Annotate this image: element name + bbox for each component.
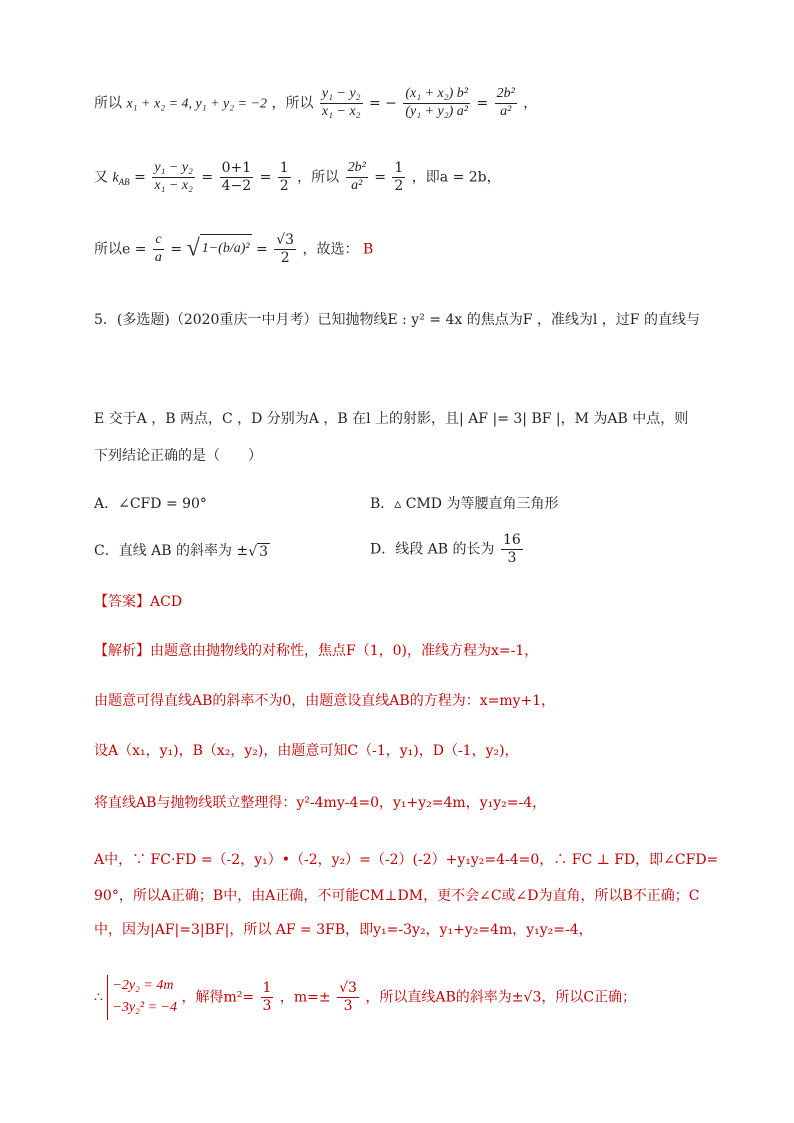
text: ，所以 [271,95,314,112]
denominator: 2 [280,249,290,266]
analysis-label: 【解析】 [94,643,150,659]
option-d [370,532,525,567]
radicand: 3 [259,543,269,560]
denominator: 3 [343,997,353,1014]
denominator: 4−2 [221,177,252,194]
fraction [278,160,291,195]
text: ，故选： [302,241,359,258]
equation: x₁ + x₂ = 4, y₁ + y₂ = −2 [126,96,268,112]
option-a: A．∠CFD = 90° [94,496,207,512]
text: D．线段 AB 的长为 [370,541,495,558]
numerator: 16 [502,532,521,548]
text: ，所以 [297,169,340,186]
text: ， [523,95,538,112]
fraction [495,86,517,121]
numerator: c [153,232,164,250]
text: 所以e = [94,241,147,258]
analysis-line-1 [94,643,538,660]
numerator: 1 [279,160,289,176]
question-line-1: 5．(多选题)（2020重庆一中月考）已知抛物线E : y² = 4x 的焦点为F ，准线为l ，过F 的直线与 [94,312,700,328]
selected-answer: B [362,241,374,258]
denominator: (y₁ + y₂) a² [405,103,468,119]
denominator: x₁ − x₂ [154,177,193,193]
analysis-line-4: 将直线AB与抛物线联立整理得：y²-4my-4=0，y₁+y₂=4m，y₁y₂=-4， [94,795,547,811]
denominator: x₁ − x₂ [321,103,361,119]
denominator: 2 [279,177,289,194]
solution-line-3: 所以e = $\frac{c}{a}$ = √ 1−(b/a)² = $\frac{√3}{2}$ ，故选： B [94,232,374,266]
fraction [320,86,363,121]
text: 又 [94,169,108,186]
fraction [403,86,470,121]
numerator: √3 [339,980,357,997]
numerator: y₁ − y₂ [152,160,195,178]
analysis-line-6: 90°，所以A正确；B中，由A正确，不可能CM⊥DM，更不会∠C或∠D为直角，所以B不正确；C [94,888,700,904]
denominator: a [154,249,162,265]
denominator: 3 [507,549,517,566]
numerator: 1 [262,980,272,997]
text: 所以 [94,95,122,112]
analysis-line-7: 中，因为|AF|=3|BF|，所以 AF = 3FB，即y₁=-3y₂，y₁+y₂=4m，y₁y₂=-4， [94,922,593,938]
question-line-2: E 交于A ，B 两点，C ，D 分别为A ，B 在l 上的射影，且| AF |= 3| BF |，M 为AB 中点，则 [94,411,689,427]
fraction [220,160,254,195]
text: ，m=± [279,989,331,1006]
fraction [152,160,195,195]
radicand: 1−(b/a)² [200,234,252,264]
numerator: 2b² [495,86,517,104]
fraction [346,160,368,195]
numerator: 1 [394,160,404,176]
numerator: 2b² [346,160,368,178]
analysis-line-2: 由题意可得直线AB的斜率不为0，由题意设直线AB的方程为：x=my+1， [94,693,556,709]
fraction [274,232,296,267]
numerator: 0+1 [221,160,252,176]
symbol: k [112,170,119,186]
text: ，所以直线AB的斜率为±√3，所以C正确； [365,989,637,1006]
denominator: a² [500,103,512,119]
question-line-3: 下列结论正确的是（ ） [94,448,262,464]
equation: −3y₂² = −4 [112,1000,177,1016]
option-b: B．▵ CMD 为等腰直角三角形 [370,496,559,512]
denominator: 3 [262,997,272,1014]
numerator: √3 [276,232,295,248]
text: = − [368,95,397,112]
option-c [94,540,270,560]
equation-system [107,975,177,1020]
analysis-line-5: A中，∵ FC·FD =（-2，y₁）•（-2，y₂）=（-2）(-2）+y₁y₂=4-4=0，∴ FC ⊥ FD，即∠CFD= [94,852,719,868]
numerator: y₁ − y₂ [320,86,363,104]
text: C．直线 AB 的斜率为 ± [94,543,249,559]
text: 由题意由抛物线的对称性，焦点F（1，0)，准线方程为x=-1， [150,643,539,659]
denominator: 2 [394,177,404,194]
sqrt-expression: √ 1−(b/a)² [187,234,252,264]
answer-label: 【答案】ACD [94,594,183,610]
denominator: a² [351,177,363,193]
fraction [392,160,405,195]
subscript: AB [118,177,130,188]
fraction [261,980,274,1015]
analysis-line-8 [94,975,636,1020]
equation: −2y₂ = 4m [112,978,174,993]
therefore-symbol: ∴ [94,989,103,1006]
fraction [337,980,359,1015]
numerator: (x₁ + x₂) b² [403,86,470,104]
fraction [153,232,164,267]
text: = [476,95,489,112]
text: ，解得m²= [181,989,255,1006]
solution-line-1 [94,86,537,121]
sqrt-expression: √ 3 [248,543,269,560]
analysis-line-3: 设A（x₁，y₁)，B（x₂，y₂)，由题意可知C（-1，y₁)，D（-1，y₂)， [94,743,519,759]
solution-line-2: 又 $k_{AB}$ = $\frac{\text{y₁ − y₂}}{\text{x₁ − x₂}}$ = $\frac{0+1}{4-2}$ = $\frac{1}{2}$ ，所以 $\frac{\text{2b²}}{\text{a²}}$ = $\frac{1}{2}$ ，即a = 2b， [94,160,501,194]
text: ，即a = 2b， [411,169,501,186]
fraction [501,532,523,567]
